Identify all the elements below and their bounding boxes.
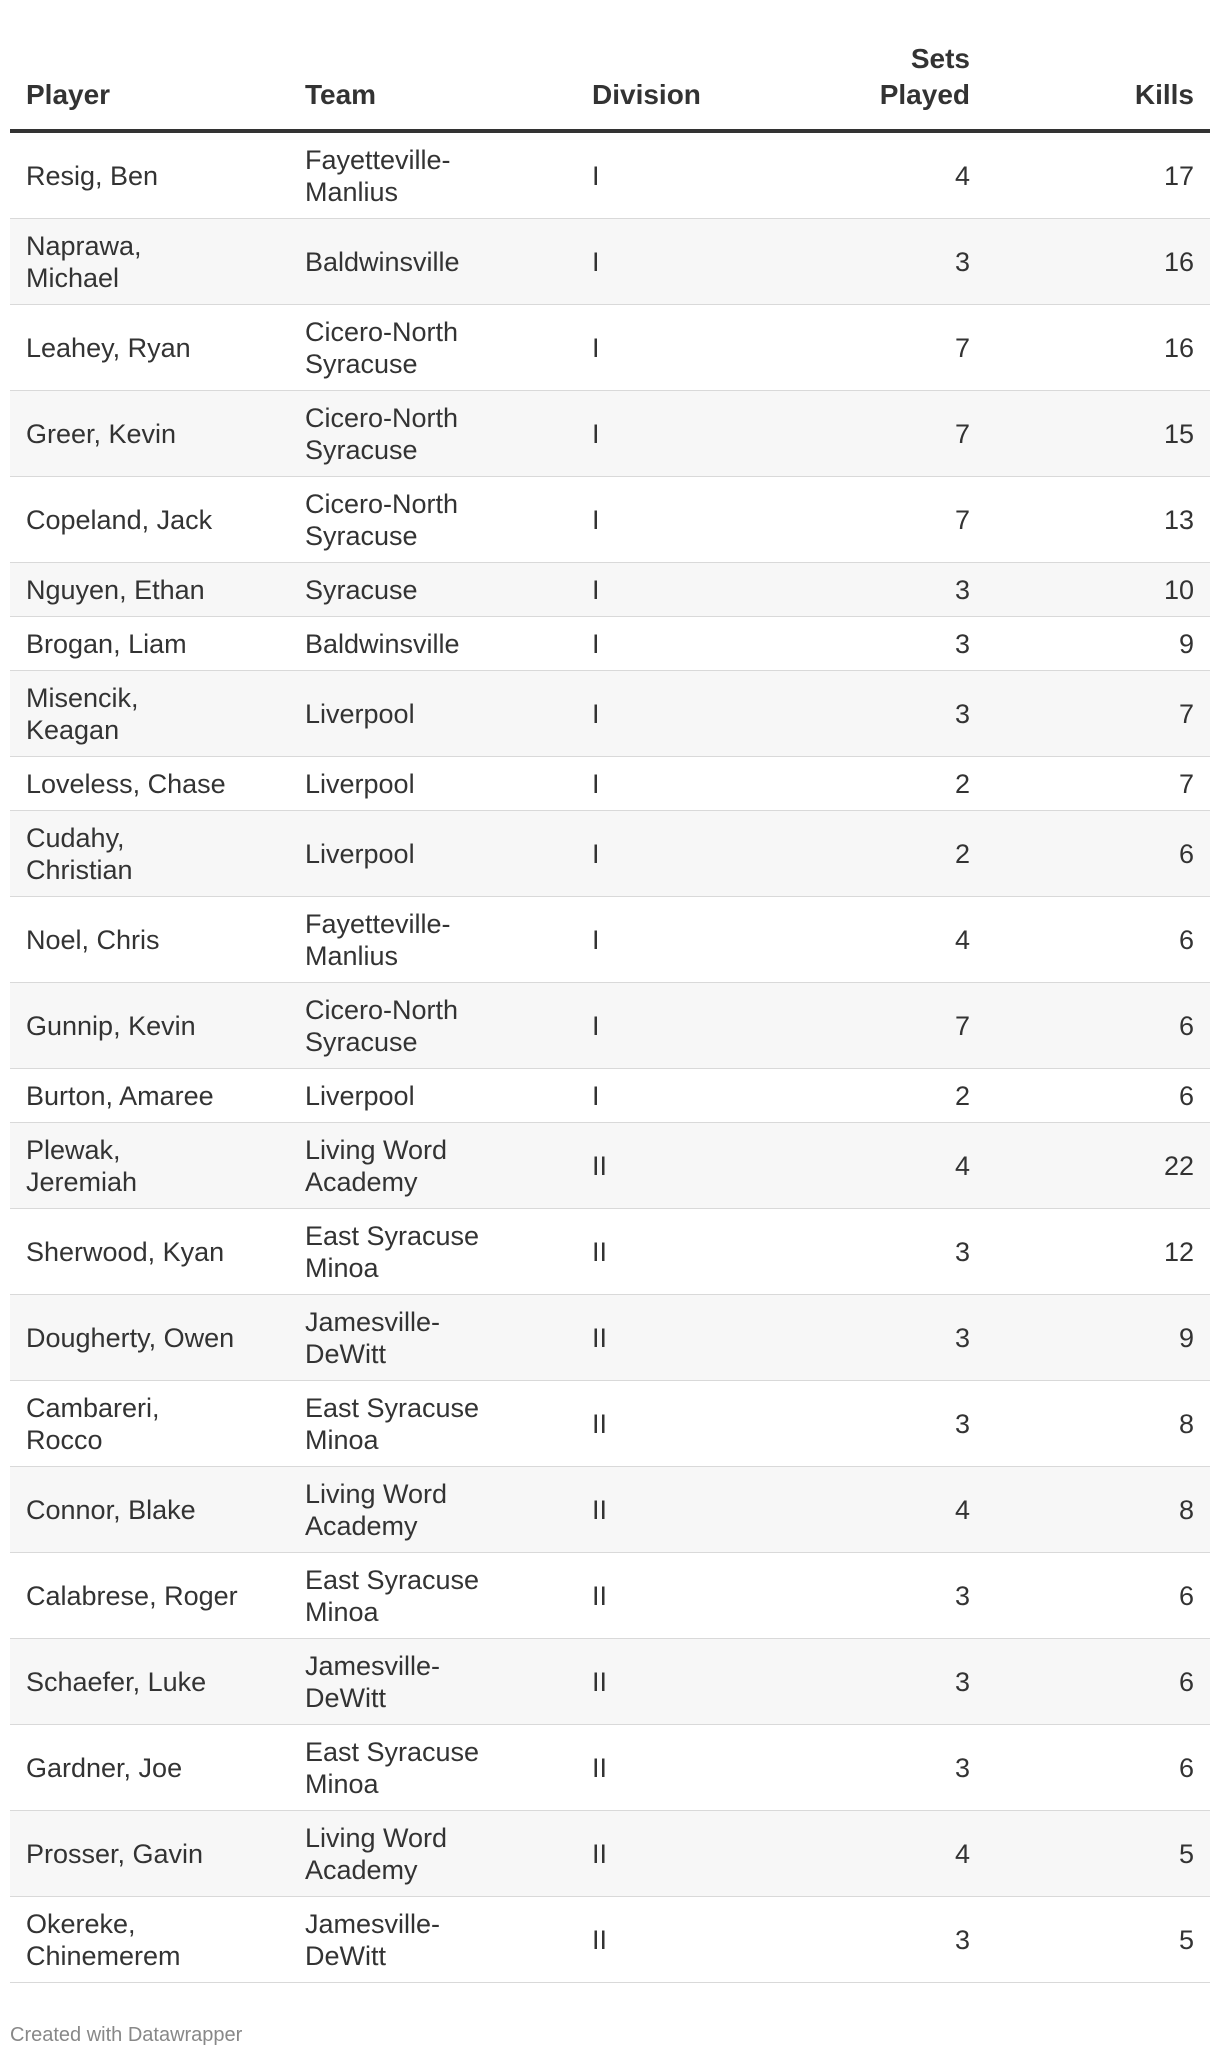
cell-kills: 6 [1178, 1580, 1194, 1611]
table-row [10, 1897, 1210, 1983]
cell-team-line: Liverpool [305, 1080, 415, 1111]
table-row [10, 1639, 1210, 1725]
cell-sets: 3 [954, 574, 970, 605]
cell-player-line: Misencik, [26, 682, 139, 713]
cell-division: II [592, 1924, 608, 1955]
cell-player-line: Okereke, [26, 1908, 136, 1939]
cell-player-line: Copeland, Jack [26, 504, 213, 535]
cell-team-line: Minoa [305, 1768, 379, 1799]
cell-kills: 6 [1178, 1752, 1194, 1783]
cell-team-line: DeWitt [305, 1682, 386, 1713]
cell-player-line: Plewak, [26, 1134, 121, 1165]
cell-kills: 22 [1163, 1150, 1194, 1181]
table-row [10, 617, 1210, 671]
cell-team-line: Academy [305, 1510, 418, 1541]
table-row [10, 477, 1210, 563]
cell-player [26, 1752, 296, 1784]
cell-player [26, 332, 296, 364]
cell-sets: 7 [954, 504, 970, 535]
cell-team-line: Baldwinsville [305, 246, 460, 277]
cell-team [305, 1478, 575, 1542]
cell-team-line: East Syracuse [305, 1564, 480, 1595]
cell-sets: 2 [954, 768, 970, 799]
cell-division: I [592, 332, 600, 363]
cell-player [26, 682, 296, 746]
cell-player [26, 1080, 296, 1112]
cell-player [26, 418, 296, 450]
column-header-kills[interactable]: Kills [1134, 79, 1194, 110]
cell-player-line: Gunnip, Kevin [26, 1010, 196, 1041]
cell-player-line: Calabrese, Roger [26, 1580, 238, 1611]
cell-sets: 2 [954, 838, 970, 869]
cell-sets: 3 [954, 246, 970, 277]
cell-sets: 4 [954, 160, 970, 191]
cell-division: II [592, 1752, 608, 1783]
cell-sets: 4 [954, 1494, 970, 1525]
cell-player-line: Resig, Ben [26, 160, 159, 191]
cell-player-line: Michael [26, 262, 120, 293]
cell-kills: 5 [1178, 1924, 1194, 1955]
cell-team-line: Fayetteville- [305, 908, 451, 939]
cell-sets: 4 [954, 1838, 970, 1869]
cell-division: I [592, 160, 600, 191]
cell-kills: 6 [1178, 838, 1194, 869]
cell-kills: 6 [1178, 1666, 1194, 1697]
table-row [10, 305, 1210, 391]
cell-team-line: Living Word [305, 1134, 448, 1165]
cell-division: II [592, 1580, 608, 1611]
cell-team-line: Liverpool [305, 698, 415, 729]
cell-kills: 8 [1178, 1494, 1194, 1525]
table-row [10, 1553, 1210, 1639]
cell-player [26, 1838, 296, 1870]
table-row [10, 1467, 1210, 1553]
cell-team [305, 246, 575, 278]
cell-kills: 7 [1178, 698, 1194, 729]
cell-division: I [592, 1010, 600, 1041]
cell-player [26, 160, 296, 192]
cell-team [305, 698, 575, 730]
cell-sets: 3 [954, 1924, 970, 1955]
cell-team-line: Living Word [305, 1478, 448, 1509]
cell-team-line: Jamesville- [305, 1306, 441, 1337]
cell-player [26, 628, 296, 660]
cell-division: I [592, 924, 600, 955]
cell-team-line: East Syracuse [305, 1220, 480, 1251]
cell-player-line: Prosser, Gavin [26, 1838, 204, 1869]
cell-division: I [592, 1080, 600, 1111]
cell-sets: 3 [954, 1322, 970, 1353]
cell-kills: 12 [1163, 1236, 1194, 1267]
column-header-sets-line2: Played [879, 79, 970, 110]
cell-sets: 7 [954, 1010, 970, 1041]
cell-kills: 5 [1178, 1838, 1194, 1869]
cell-player [26, 230, 296, 294]
cell-team-line: Fayetteville- [305, 144, 451, 175]
cell-player-line: Burton, Amaree [26, 1080, 214, 1111]
cell-player-line: Noel, Chris [26, 924, 160, 955]
cell-sets: 3 [954, 1580, 970, 1611]
cell-team-line: Cicero-North [305, 488, 459, 519]
cell-team [305, 144, 575, 208]
table-row [10, 563, 1210, 617]
cell-team [305, 1908, 575, 1972]
cell-team-line: DeWitt [305, 1940, 386, 1971]
cell-team [305, 1650, 575, 1714]
cell-division: I [592, 768, 600, 799]
cell-sets: 4 [954, 924, 970, 955]
cell-player-line: Loveless, Chase [26, 768, 226, 799]
cell-sets: 7 [954, 332, 970, 363]
cell-sets: 3 [954, 1236, 970, 1267]
cell-kills: 16 [1163, 332, 1194, 363]
table-row [10, 1811, 1210, 1897]
cell-sets: 3 [954, 1752, 970, 1783]
cell-team [305, 488, 575, 552]
cell-player [26, 1494, 296, 1526]
cell-team-line: East Syracuse [305, 1392, 480, 1423]
cell-player-line: Cudahy, [26, 822, 125, 853]
cell-team-line: Manlius [305, 176, 399, 207]
table-row [10, 811, 1210, 897]
cell-player [26, 822, 296, 886]
cell-team [305, 1822, 575, 1886]
cell-sets: 3 [954, 698, 970, 729]
column-header-sets-played[interactable] [880, 41, 970, 113]
cell-team-line: Jamesville- [305, 1908, 441, 1939]
cell-division: I [592, 838, 600, 869]
cell-kills: 9 [1178, 1322, 1194, 1353]
table-row [10, 1069, 1210, 1123]
cell-team-line: Baldwinsville [305, 628, 460, 659]
table-row [10, 757, 1210, 811]
cell-player-line: Cambareri, [26, 1392, 160, 1423]
cell-kills: 7 [1178, 768, 1194, 799]
cell-team [305, 1306, 575, 1370]
cell-team-line: Academy [305, 1854, 418, 1885]
cell-kills: 10 [1163, 574, 1194, 605]
cell-division: II [592, 1150, 608, 1181]
cell-team-line: Academy [305, 1166, 418, 1197]
cell-division: I [592, 504, 600, 535]
cell-team-line: Cicero-North [305, 994, 459, 1025]
column-header-division[interactable]: Division [592, 79, 701, 110]
cell-division: I [592, 628, 600, 659]
cell-player [26, 1134, 296, 1198]
cell-division: I [592, 418, 600, 449]
cell-division: II [592, 1494, 608, 1525]
cell-sets: 3 [954, 1666, 970, 1697]
cell-player [26, 574, 296, 606]
cell-division: I [592, 698, 600, 729]
table-row [10, 671, 1210, 757]
datawrapper-credit[interactable]: Created with Datawrapper [10, 2024, 243, 2046]
cell-kills: 13 [1163, 504, 1194, 535]
cell-team-line: Syracuse [305, 348, 418, 379]
cell-player-line: Chinemerem [26, 1940, 181, 1971]
cell-player [26, 504, 296, 536]
column-header-team[interactable]: Team [305, 79, 377, 110]
cell-team [305, 1564, 575, 1628]
cell-team-line: DeWitt [305, 1338, 386, 1369]
cell-player-line: Jeremiah [26, 1166, 138, 1197]
table-row [10, 1209, 1210, 1295]
cell-player [26, 768, 296, 800]
cell-kills: 16 [1163, 246, 1194, 277]
cell-team [305, 1392, 575, 1456]
table-row [10, 133, 1210, 219]
table-row [10, 1381, 1210, 1467]
cell-kills: 17 [1163, 160, 1194, 191]
cell-player [26, 1236, 296, 1268]
cell-player [26, 1010, 296, 1042]
cell-team [305, 628, 575, 660]
table-header [10, 0, 1210, 133]
cell-team-line: Minoa [305, 1596, 379, 1627]
cell-kills: 6 [1178, 1010, 1194, 1041]
table-row [10, 983, 1210, 1069]
cell-team-line: Cicero-North [305, 316, 459, 347]
cell-team [305, 402, 575, 466]
cell-team [305, 1220, 575, 1284]
cell-team [305, 838, 575, 870]
cell-team-line: East Syracuse [305, 1736, 480, 1767]
cell-division: II [592, 1236, 608, 1267]
cell-division: I [592, 246, 600, 277]
cell-player-line: Schaefer, Luke [26, 1666, 207, 1697]
cell-sets: 4 [954, 1150, 970, 1181]
cell-player-line: Dougherty, Owen [26, 1322, 235, 1353]
cell-player-line: Leahey, Ryan [26, 332, 191, 363]
cell-team-line: Syracuse [305, 574, 418, 605]
cell-team-line: Syracuse [305, 434, 418, 465]
stats-table [10, 0, 1210, 1983]
table-row [10, 1725, 1210, 1811]
cell-team-line: Minoa [305, 1424, 379, 1455]
cell-player-line: Keagan [26, 714, 120, 745]
cell-division: I [592, 574, 600, 605]
cell-team [305, 574, 575, 606]
cell-team [305, 316, 575, 380]
cell-team-line: Syracuse [305, 1026, 418, 1057]
table-row [10, 1295, 1210, 1381]
cell-player [26, 1666, 296, 1698]
cell-division: II [592, 1408, 608, 1439]
cell-team-line: Living Word [305, 1822, 448, 1853]
cell-player-line: Brogan, Liam [26, 628, 187, 659]
cell-player [26, 1580, 296, 1612]
cell-team [305, 994, 575, 1058]
cell-team-line: Jamesville- [305, 1650, 441, 1681]
cell-player [26, 1392, 296, 1456]
table-body [10, 133, 1210, 1983]
cell-kills: 8 [1178, 1408, 1194, 1439]
cell-player-line: Christian [26, 854, 133, 885]
cell-player [26, 1322, 296, 1354]
cell-player [26, 1908, 296, 1972]
cell-player-line: Nguyen, Ethan [26, 574, 205, 605]
cell-kills: 9 [1178, 628, 1194, 659]
cell-team-line: Cicero-North [305, 402, 459, 433]
cell-division: II [592, 1322, 608, 1353]
table-row [10, 897, 1210, 983]
cell-team-line: Syracuse [305, 520, 418, 551]
cell-team [305, 908, 575, 972]
cell-sets: 3 [954, 1408, 970, 1439]
cell-player-line: Sherwood, Kyan [26, 1236, 225, 1267]
column-header-player[interactable]: Player [26, 79, 111, 110]
cell-team-line: Liverpool [305, 768, 415, 799]
cell-kills: 15 [1163, 418, 1194, 449]
cell-team [305, 1736, 575, 1800]
cell-player-line: Gardner, Joe [26, 1752, 183, 1783]
cell-player [26, 924, 296, 956]
cell-sets: 2 [954, 1080, 970, 1111]
cell-division: II [592, 1838, 608, 1869]
cell-team-line: Manlius [305, 940, 399, 971]
cell-player-line: Naprawa, [26, 230, 142, 261]
cell-player-line: Connor, Blake [26, 1494, 196, 1525]
cell-player-line: Greer, Kevin [26, 418, 177, 449]
cell-team [305, 1080, 575, 1112]
table-row [10, 1123, 1210, 1209]
cell-sets: 7 [954, 418, 970, 449]
cell-team [305, 768, 575, 800]
cell-sets: 3 [954, 628, 970, 659]
cell-team [305, 1134, 575, 1198]
cell-kills: 6 [1178, 924, 1194, 955]
cell-team-line: Minoa [305, 1252, 379, 1283]
column-header-sets-line1: Sets [910, 43, 970, 74]
cell-kills: 6 [1178, 1080, 1194, 1111]
table-row [10, 219, 1210, 305]
table-row [10, 391, 1210, 477]
cell-team-line: Liverpool [305, 838, 415, 869]
cell-division: II [592, 1666, 608, 1697]
cell-player-line: Rocco [26, 1424, 103, 1455]
